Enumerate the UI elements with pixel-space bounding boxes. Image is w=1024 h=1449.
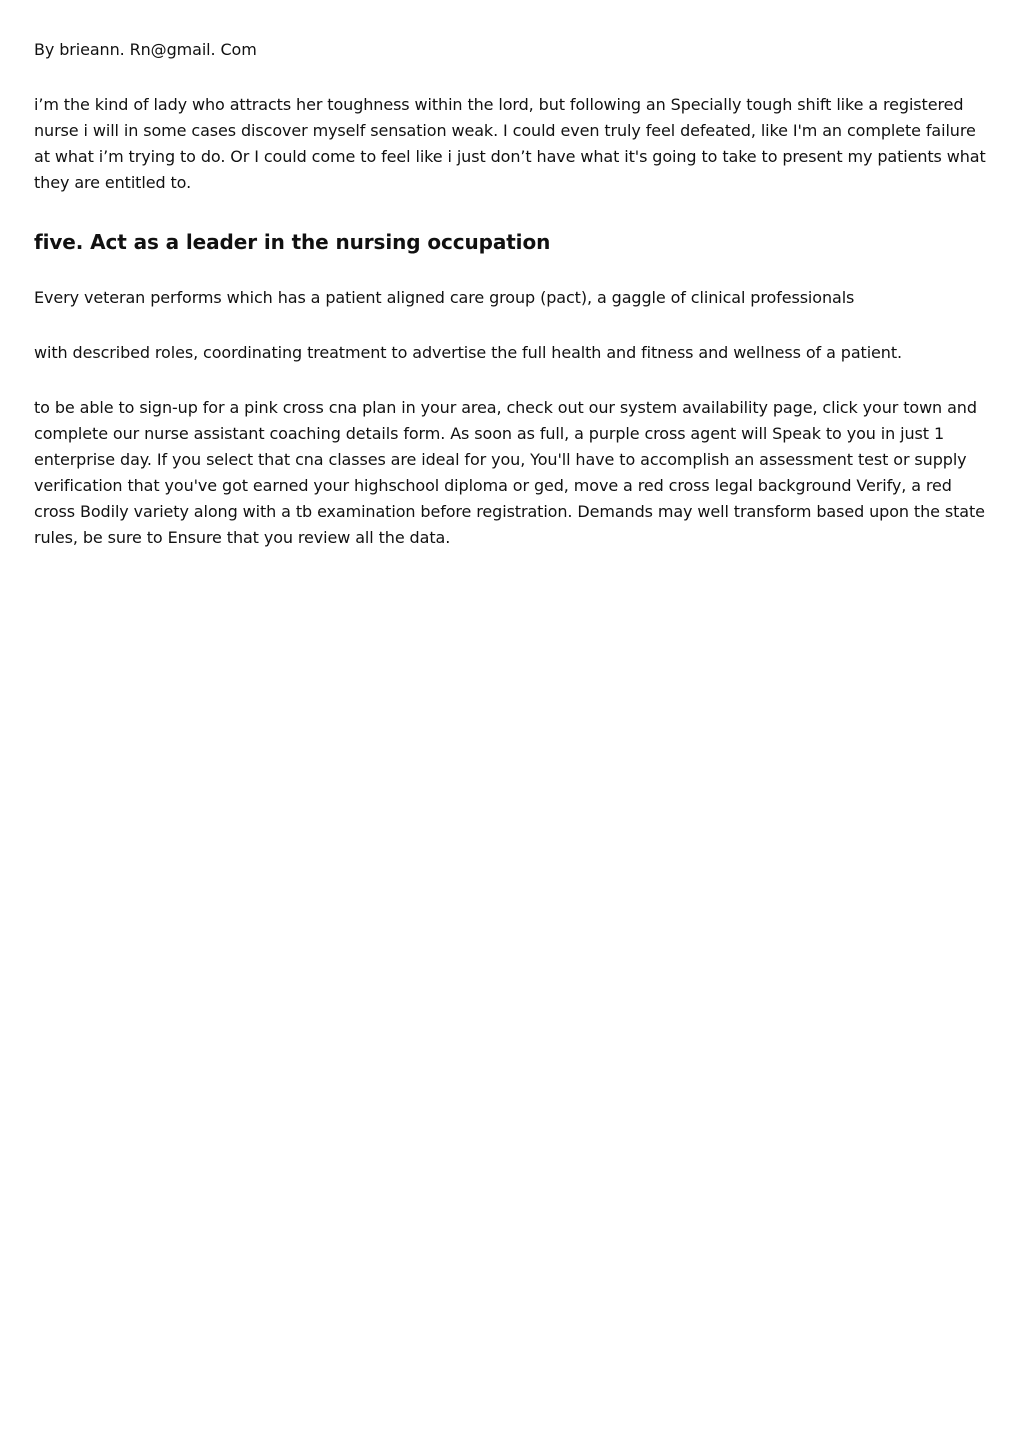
body-paragraph-signup: to be able to sign-up for a pink cross cna plan in your area, check out our system availability page, click your town and complete our nurse assistant coaching details form. As soon as full, a purple cross agent will Speak to you in just 1 enterprise day. If you select that cna classes are ideal for you, You'll have to accomplish an assessment test or supply verification that you've got earned your highschool diploma or ged, move a red cross legal background Verify, a red cross Bodily variety along with a tb examination before registration. Demands may well transform based upon the state rules, be sure to Ensure that you review all the data. bbox=[34, 398, 985, 547]
body-paragraph-roles: with described roles, coordinating treatment to advertise the full health and fitness and wellness of a patient. bbox=[34, 343, 902, 362]
body-paragraph-veteran: Every veteran performs which has a patient aligned care group (pact), a gaggle of clinical professionals bbox=[34, 288, 855, 307]
section-heading: five. Act as a leader in the nursing occupation bbox=[34, 230, 551, 254]
author-byline: By brieann. Rn@gmail. Com bbox=[34, 40, 257, 59]
document-content bbox=[34, 37, 990, 551]
intro-paragraph: i’m the kind of lady who attracts her toughness within the lord, but following an Specially tough shift like a registered nurse i will in some cases discover myself sensation weak. I could even truly feel defeated, like I'm an complete failure at what i’m trying to do. Or I could come to feel like i just don’t have what it's going to take to present my patients what they are entitled to. bbox=[34, 95, 986, 192]
